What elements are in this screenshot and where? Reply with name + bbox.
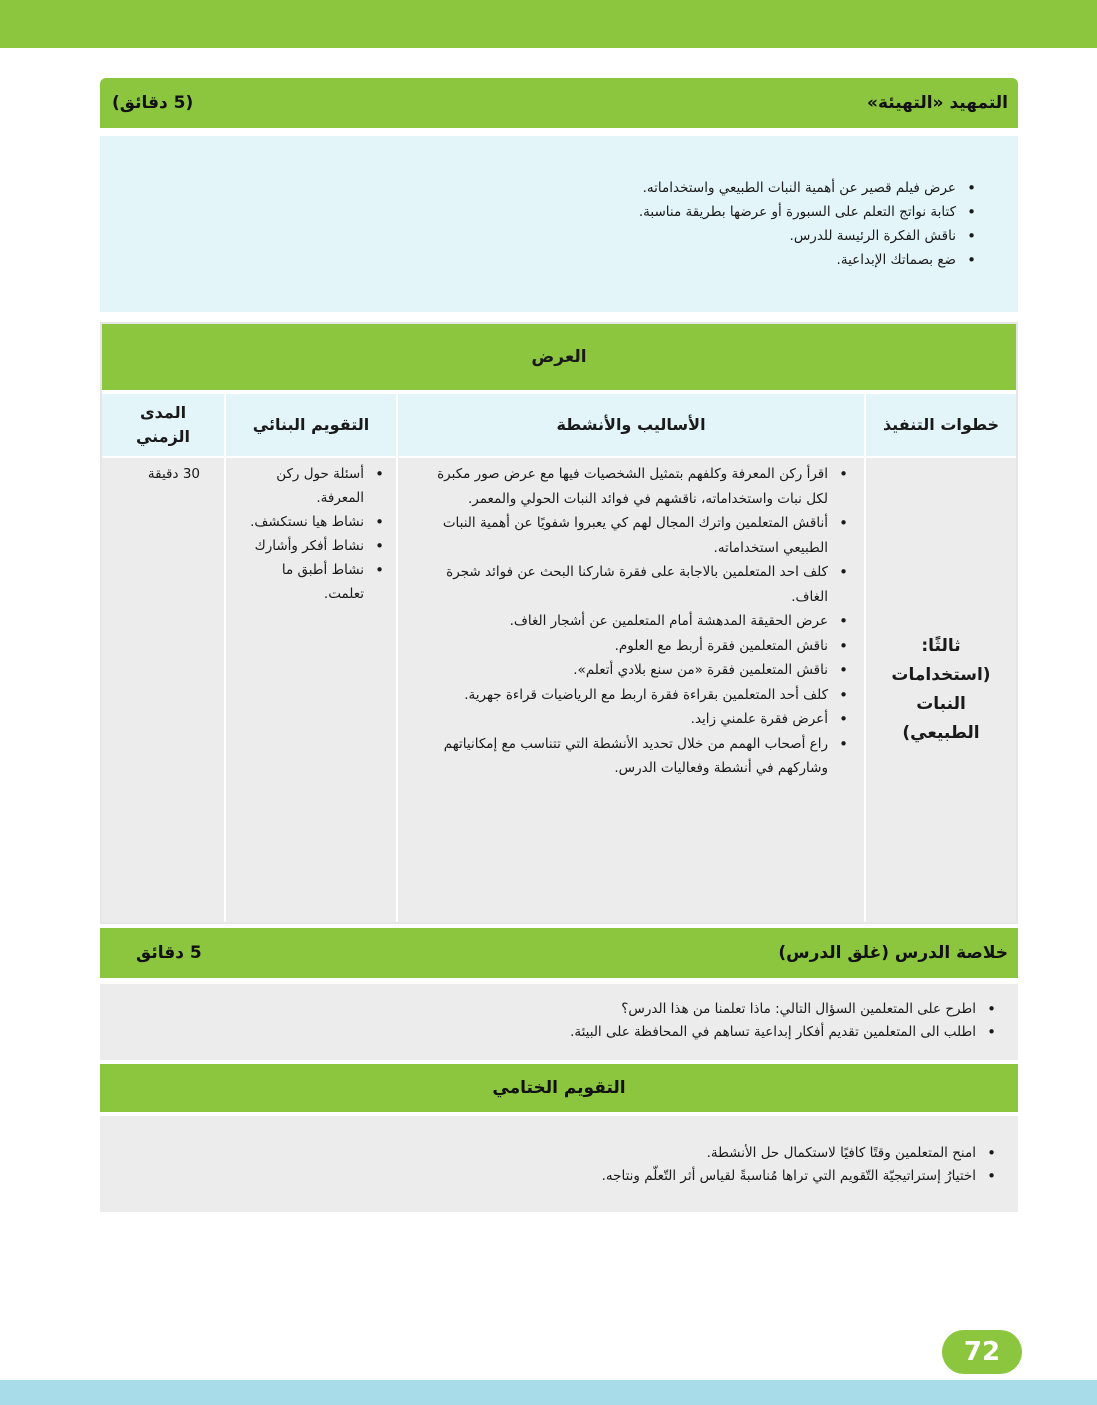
- header-duration: المدى الزمني: [102, 394, 224, 456]
- list-item: • كلف أحد المتعلمين بقراءة فقرة اربط مع الرياضيات قراءة جهرية.: [428, 683, 854, 708]
- methods-cell: [398, 458, 864, 922]
- intro-title: التمهيد «التهيئة»: [867, 93, 1008, 113]
- list-item: • اطرح على المتعلمين السؤال التالي: ماذا تعلمنا من هذا الدرس؟: [116, 998, 1002, 1021]
- presentation-table: [100, 322, 1018, 924]
- header-formative: التقويم البنائي: [226, 394, 396, 456]
- list-item: • نشاط أطبق ما تعلمت.: [246, 558, 390, 606]
- summary-list: [116, 998, 1002, 1044]
- list-item: • أعرض فقرة علمني زايد.: [428, 707, 854, 732]
- list-item: • نشاط أفكر وأشارك: [246, 534, 390, 558]
- list-item: • ضع بصماتك الإبداعية.: [120, 248, 982, 272]
- formative-cell: [226, 458, 396, 922]
- summary-header: [100, 928, 1018, 978]
- list-item: • نشاط هيا نستكشف.: [246, 510, 390, 534]
- duration-value: 30 دقيقة: [147, 466, 200, 482]
- step-label: ثالثًا: (استخدامات النبات الطبيعي): [866, 458, 1016, 922]
- list-item: • كلف احد المتعلمين بالاجابة على فقرة شاركنا البحث عن فوائد شجرة الغاف.: [428, 560, 854, 609]
- summary-box: [100, 984, 1018, 1060]
- list-item: • عرض الحقيقة المدهشة أمام المتعلمين عن أشجار الغاف.: [428, 609, 854, 634]
- methods-list: [428, 462, 854, 781]
- list-item: • كتابة نواتج التعلم على السبورة أو عرضها بطريقة مناسبة.: [120, 200, 982, 224]
- list-item: • اختيارُ إستراتيجيّة التّقويم التي تراها مُناسبةً لقياس أثر التّعلّم ونتاجه.: [116, 1165, 1002, 1188]
- summary-duration: 5 دقائق: [136, 943, 202, 963]
- page-number: 72: [942, 1330, 1022, 1374]
- duration-cell: [102, 458, 224, 922]
- list-item: • ناقش الفكرة الرئيسة للدرس.: [120, 224, 982, 248]
- list-item: • امنح المتعلمين وقتًا كافيًا لاستكمال حل الأنشطة.: [116, 1142, 1002, 1165]
- final-box: [100, 1116, 1018, 1212]
- intro-duration: (5 دقائق): [112, 93, 194, 113]
- bottom-banner: [0, 1380, 1097, 1405]
- list-item: • ناقش المتعلمين فقرة أربط مع العلوم.: [428, 634, 854, 659]
- intro-box: [100, 136, 1018, 312]
- intro-list: [120, 176, 982, 272]
- intro-header: [100, 78, 1018, 128]
- formative-list: [246, 462, 390, 606]
- list-item: • عرض فيلم قصير عن أهمية النبات الطبيعي واستخداماته.: [120, 176, 982, 200]
- top-banner: [0, 0, 1097, 48]
- header-methods: الأساليب والأنشطة: [398, 394, 864, 456]
- summary-title: خلاصة الدرس (غلق الدرس): [778, 943, 1008, 963]
- list-item: • راع أصحاب الهمم من خلال تحديد الأنشطة التي تتناسب مع إمكانياتهم وشاركهم في أنشطة وفعاليات الدرس.: [428, 732, 854, 781]
- final-list: [116, 1142, 1002, 1188]
- final-title: التقويم الختامي: [492, 1078, 626, 1098]
- list-item: • اطلب الى المتعلمين تقديم أفكار إبداعية تساهم في المحافظة على البيئة.: [116, 1021, 1002, 1044]
- list-item: • أناقش المتعلمين واترك المجال لهم كي يعبروا شفويًا عن أهمية النبات الطبيعي استخداماته.: [428, 511, 854, 560]
- list-item: • ناقش المتعلمين فقرة «من سنع بلادي أتعلم».: [428, 658, 854, 683]
- final-header: [100, 1064, 1018, 1112]
- list-item: • أسئلة حول ركن المعرفة.: [246, 462, 390, 510]
- presentation-title: العرض: [102, 324, 1016, 390]
- list-item: • اقرأ ركن المعرفة وكلفهم بتمثيل الشخصيات فيها مع عرض صور مكبرة لكل نبات واستخداماته، ناقشهم في فوائد النبات الحولي والمعمر.: [428, 462, 854, 511]
- header-steps: خطوات التنفيذ: [866, 394, 1016, 456]
